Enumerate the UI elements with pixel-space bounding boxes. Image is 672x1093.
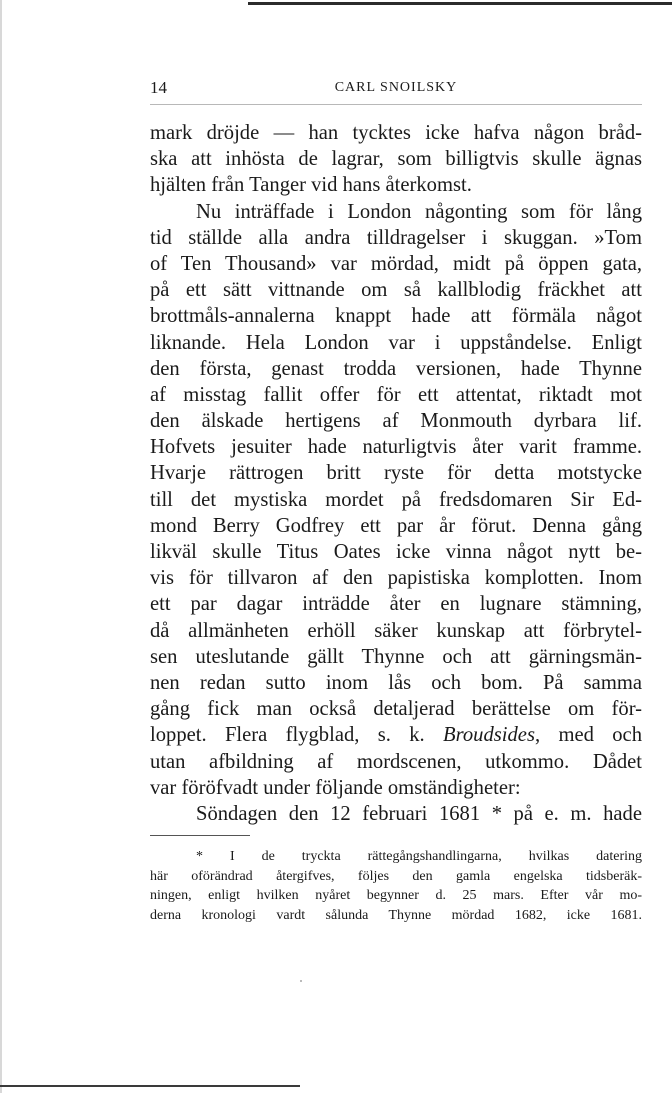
text-line: utan afbildning af mordscenen, utkommo. Dådet (150, 750, 642, 773)
text-line-with-italic (150, 722, 642, 748)
text-line: Hofvets jesuiter hade naturligtvis åter varit framme. (150, 436, 642, 459)
text-line: då allmänheten erhöll säker kunskap att förbrytel- (150, 619, 642, 642)
text-segment: loppet. Flera flygblad, s. k. (150, 724, 444, 747)
text-line: ska att inhösta de lagrar, som billigtvis skulle ägnas (150, 148, 642, 171)
footnote-line: ningen, enligt hvilken nyåret begynner d. 25 mars. Efter vår mo- (150, 888, 642, 903)
text-line: mond Berry Godfrey ett par år förut. Denna gång (150, 514, 642, 537)
text-line: nen redan sutto inom lås och bom. På samma (150, 671, 642, 694)
text-line: Nu inträffade i London någonting som för lång (196, 200, 642, 223)
text-line: brottmåls-annalerna knappt hade att förmäla något (150, 305, 642, 328)
top-scan-edge (248, 2, 672, 5)
text-line: tid ställde alla andra tilldragelser i skuggan. »Tom (150, 226, 642, 249)
text-line: af misstag fallit offer för ett attentat, riktadt mot (150, 383, 642, 406)
text-line: gång fick man också detaljerad berättelse om för- (150, 698, 642, 721)
text-line: var föröfvadt under följande omständigheter: (150, 776, 521, 799)
text-segment: , med och (534, 724, 642, 747)
text-line: liknande. Hela London var i uppståndelse. Enligt (150, 331, 642, 354)
text-line: den första, genast trodda versionen, hade Thynne (150, 357, 642, 380)
text-line: på ett sätt vittnande om så kallblodig fräckhet att (150, 279, 642, 302)
text-line: den älskade hertigens af Monmouth dyrbara lif. (150, 410, 642, 433)
bottom-scan-edge (0, 1085, 300, 1087)
text-line: hjälten från Tanger vid hans återkomst. (150, 174, 472, 197)
footnote (150, 847, 642, 925)
page-number: 14 (150, 78, 167, 97)
text-line: sen uteslutande gällt Thynne och att gärningsmän- (150, 645, 642, 668)
text-line: till det mystiska mordet på fredsdomaren Sir Ed- (150, 488, 642, 511)
footnote-line: här oförändrad återgifves, följes den gamla engelska tidsberäk- (150, 868, 642, 884)
footnote-line: * I de tryckta rättegångshandlingarna, hvilkas datering (196, 849, 642, 864)
text-line: mark dröjde — han tycktes icke hafva någon bråd- (150, 122, 642, 144)
text-line: Hvarje rättrogen britt ryste för detta motstycke (150, 462, 642, 485)
text-line: Söndagen den 12 februari 1681 * på e. m. hade (196, 802, 642, 825)
page-left-edge (0, 0, 2, 1093)
footnote-line: derna kronologi vardt sålunda Thynne mördad 1682, icke 1681. (150, 907, 642, 923)
header-divider (150, 104, 642, 105)
footnote-divider (150, 835, 250, 836)
running-head: CARL SNOILSKY (334, 80, 458, 95)
text-line: likväl skulle Titus Oates icke vinna något nytt be- (150, 541, 642, 563)
italic-term: Broudsides (443, 724, 535, 747)
text-line: vis för tillvaron af den papistiska komplotten. Inom (150, 567, 642, 590)
paper-speck (300, 980, 302, 982)
page-header (150, 78, 642, 100)
text-line: of Ten Thousand» var mördad, midt på öppen gata, (150, 252, 642, 275)
text-line: ett par dagar inträdde åter en lugnare stämning, (150, 593, 642, 616)
body-text (150, 120, 642, 827)
